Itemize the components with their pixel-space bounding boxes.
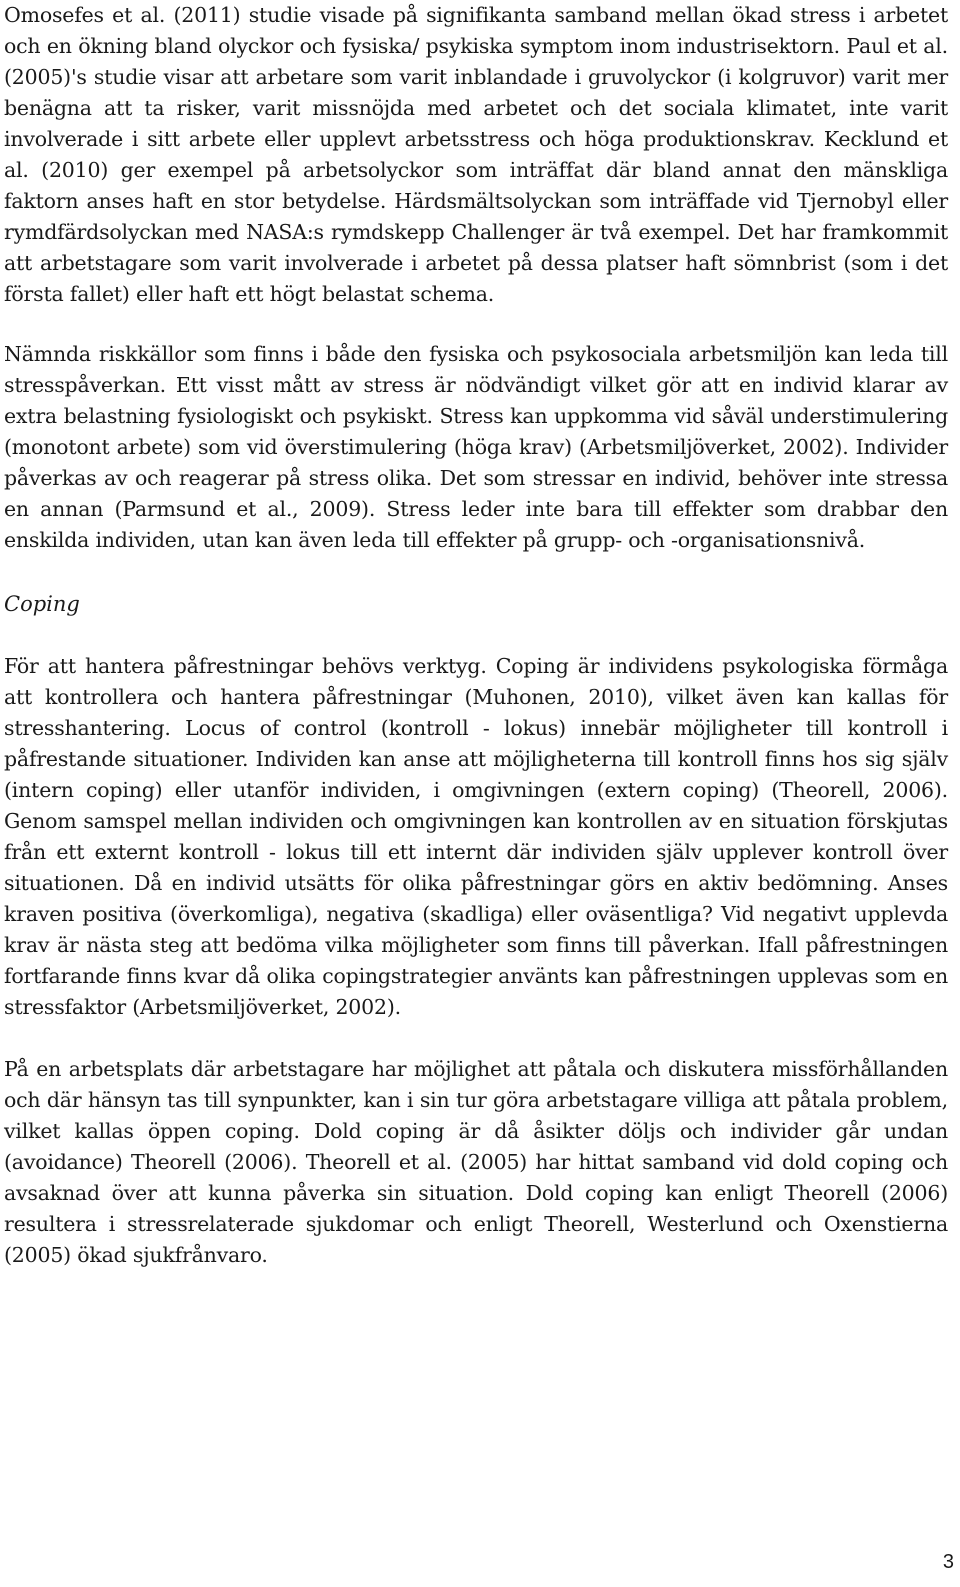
paragraph-workplace-accidents: Omosefes et al. (2011) studie visade på signifikanta samband mellan ökad stress i arbetet och en ökning bland olyckor och fysiska/ psykiska symptom inom industrisektorn. Paul et al. (2005)'s studie visar att arbetare som varit inblandade i gruvolyckor (i kolgruvor) varit mer benägna att ta risker, varit missnöjda med arbetet och det sociala klimatet, inte varit involverade i sitt arbete eller upplevt arbetsstress och höga produktionskrav. Kecklund et al. (2010) ger exempel på arbetsolyckor som inträffat där bland annat den mänskliga faktorn anses haft en stor betydelse. Härdsmältsolyckan som inträffade vid Tjernobyl eller rymdfärdsolyckan med NASA:s rymdskepp Challenger är två exempel. Det har framkommit att arbetstagare som varit involverade i arbetet på dessa platser haft sömnbrist (som i det första fallet) eller haft ett högt belastat schema. <box>4 3 948 306</box>
document-page <box>4 0 948 1271</box>
paragraph-coping-definition: För att hantera påfrestningar behövs verktyg. Coping är individens psykologiska förmåga att kontrollera och hantera påfrestningar (Muhonen, 2010), vilket även kan kallas för stresshantering. Locus of control (kontroll - lokus) innebär möjligheter till kontroll i påfrestande situationer. Individen kan anse att möjligheterna till kontroll finns hos sig själv (intern coping) eller utanför individen, i omgivningen (extern coping) (Theorell, 2006). Genom samspel mellan individen och omgivningen kan kontrollen av en situation förskjutas från ett externt kontroll - lokus till ett internt där individen själv upplever kontroll över situationen. Då en individ utsätts för olika påfrestningar görs en aktiv bedömning. Anses kraven positiva (överkomliga), negativa (skadliga) eller oväsentliga? Vid negativt upplevda krav är nästa steg att bedöma vilka möjligheter som finns till påverkan. Ifall påfrestningen fortfarande finns kvar då olika copingstrategier använts kan påfrestningen upplevas som en stressfaktor (Arbetsmiljöverket, 2002). <box>4 654 948 1019</box>
section-heading-coping: Coping <box>4 592 80 616</box>
paragraph-open-hidden-coping: På en arbetsplats där arbetstagare har möjlighet att påtala och diskutera missförhållanden och där hänsyn tas till synpunkter, kan i sin tur göra arbetstagare villiga att påtala problem, vilket kallas öppen coping. Dold coping är då åsikter döljs och individer går undan (avoidance) Theorell (2006). Theorell et al. (2005) har hittat samband vid dold coping och avsaknad över att kunna påverka sin situation. Dold coping kan enligt Theorell (2006) resultera i stressrelaterade sjukdomar och enligt Theorell, Westerlund och Oxenstierna (2005) ökad sjukfrånvaro. <box>4 1057 948 1267</box>
page-number: 3 <box>942 1551 954 1573</box>
paragraph-stress-sources: Nämnda riskkällor som finns i både den fysiska och psykosociala arbetsmiljön kan leda till stresspåverkan. Ett visst mått av stress är nödvändigt vilket gör att en individ klarar av extra belastning fysiologiskt och psykiskt. Stress kan uppkomma vid såväl understimulering (monotont arbete) som vid överstimulering (höga krav) (Arbetsmiljöverket, 2002). Individer påverkas av och reagerar på stress olika. Det som stressar en individ, behöver inte stressa en annan (Parmsund et al., 2009). Stress leder inte bara till effekter som drabbar den enskilda individen, utan kan även leda till effekter på grupp- och -organisationsnivå. <box>4 342 948 552</box>
